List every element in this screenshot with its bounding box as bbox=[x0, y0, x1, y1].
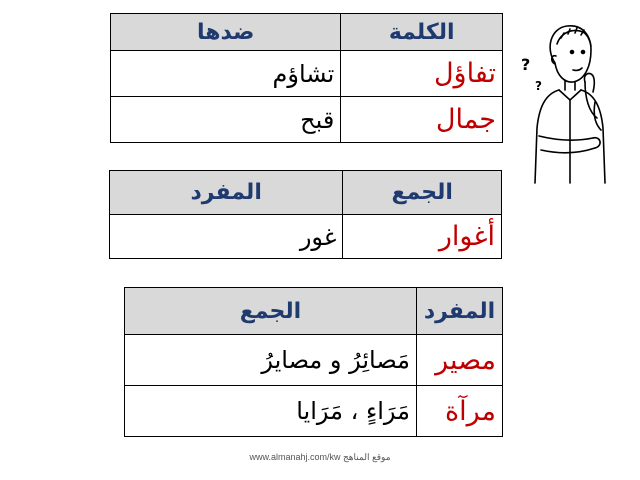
table-row bbox=[111, 97, 503, 143]
opposite-cell: قبح bbox=[111, 97, 341, 143]
header-opposite: ضدها bbox=[111, 14, 341, 51]
plural-cell: مَصائِرُ و مصايرُ bbox=[125, 335, 417, 386]
table-row bbox=[125, 335, 503, 386]
plural-cell: مَرَاءٍ ، مَرَايا bbox=[125, 386, 417, 437]
table-header-row bbox=[111, 14, 503, 51]
header-singular: المفرد bbox=[110, 171, 343, 215]
question-mark-icon: ? bbox=[535, 79, 542, 93]
opposites-table bbox=[110, 13, 503, 143]
plural-cell: أغوار bbox=[343, 215, 502, 259]
table-header-row bbox=[110, 171, 502, 215]
table-row bbox=[110, 215, 502, 259]
singular-plural-table bbox=[124, 287, 503, 437]
question-mark-icon: ? bbox=[521, 55, 531, 74]
header-plural: الجمع bbox=[343, 171, 502, 215]
singular-cell: غور bbox=[110, 215, 343, 259]
table-row bbox=[125, 386, 503, 437]
table-row bbox=[111, 51, 503, 97]
site-footer: www.almanahj.com/kw موقع المناهج bbox=[249, 452, 391, 462]
header-singular: المفرد bbox=[417, 288, 503, 335]
header-plural: الجمع bbox=[125, 288, 417, 335]
word-cell: جمال bbox=[341, 97, 503, 143]
singular-cell: مرآة bbox=[417, 386, 503, 437]
singular-cell: مصير bbox=[417, 335, 503, 386]
table-header-row bbox=[125, 288, 503, 335]
plural-singular-table bbox=[109, 170, 502, 259]
opposite-cell: تشاؤم bbox=[111, 51, 341, 97]
word-cell: تفاؤل bbox=[341, 51, 503, 97]
header-word: الكلمة bbox=[341, 14, 503, 51]
thinking-man-illustration bbox=[515, 18, 625, 198]
